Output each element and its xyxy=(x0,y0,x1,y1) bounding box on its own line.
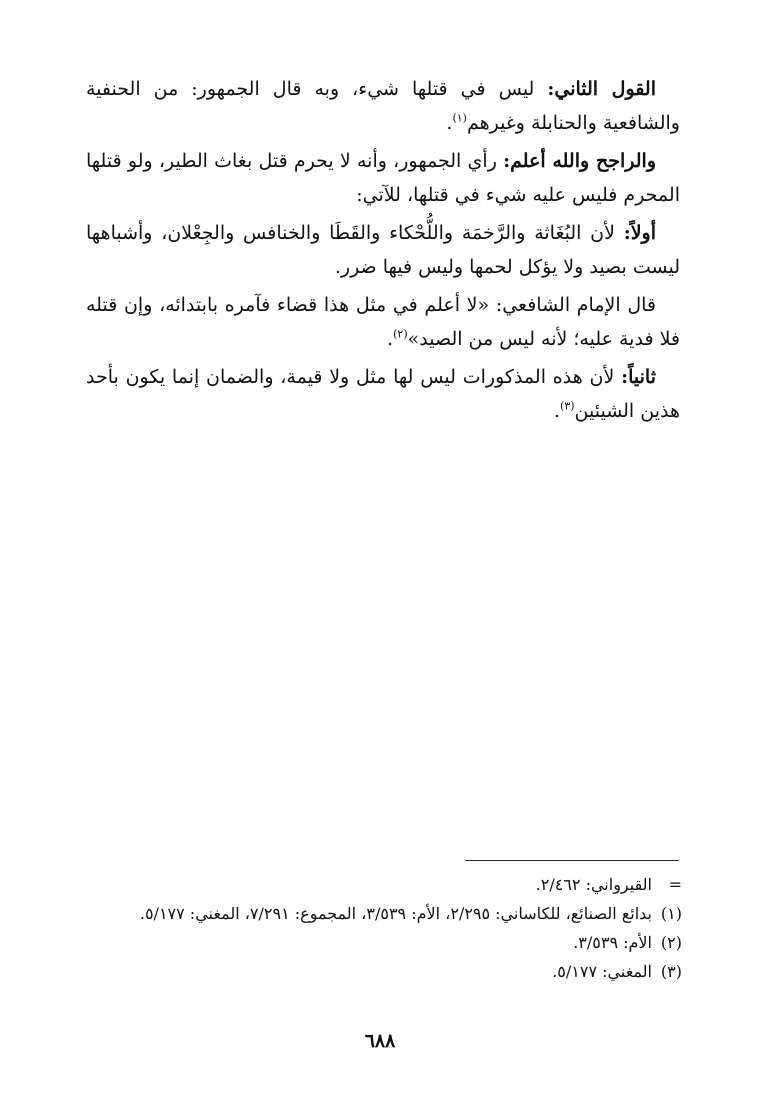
paragraph-lead: والراجح والله أعلم: xyxy=(503,150,656,172)
paragraph-shafii-quote xyxy=(86,288,680,356)
paragraph-lead: ثانياً: xyxy=(621,366,656,388)
footnote-mark: (٢) xyxy=(660,933,682,952)
paragraph-tail: . xyxy=(387,328,394,350)
paragraph-text: لأن البُغَاثة والرَّخمَة واللُّحْكاء والقَطَا والخنافس والجِعْلان، وأشباهها ليست بصيد ولا يؤكل لحمها وليس فيها ضرر. xyxy=(86,222,680,278)
footnote-divider xyxy=(465,860,679,861)
footnote-mark: (٣) xyxy=(660,962,682,981)
main-text xyxy=(86,72,680,432)
paragraph-lead: أولاً: xyxy=(623,222,656,244)
paragraph-text: ليس في قتلها شيء، وبه قال الجمهور: من الحنفية والشافعية والحنابلة وغيرهم xyxy=(86,78,680,134)
footnote-1 xyxy=(86,899,682,928)
paragraph-first-reason xyxy=(86,216,680,284)
paragraph-tail: . xyxy=(553,400,561,422)
page-number: ٦٨٨ xyxy=(364,1030,396,1052)
footnote-reference: (١) xyxy=(452,111,467,125)
paragraph-second-opinion xyxy=(86,72,680,140)
footnote-text: بدائع الصنائع، للكاساني: ٢/٢٩٥، الأم: ٣/٥٣٩، المجموع: ٧/٢٩١، المغني: ٥/١٧٧. xyxy=(139,904,652,923)
footnote-mark: = xyxy=(668,875,682,894)
footnote-text: القيرواني: ٢/٤٦٢. xyxy=(535,875,652,894)
paragraph-text: لأن هذه المذكورات ليس لها مثل ولا قيمة، والضمان إنما يكون بأحد هذين الشيئين xyxy=(86,366,680,422)
footnote-2 xyxy=(86,928,682,957)
paragraph-tail: . xyxy=(446,112,453,134)
paragraph-lead: القول الثاني: xyxy=(547,78,656,100)
paragraph-preferred-opinion xyxy=(86,144,680,212)
paragraph-text: رأي الجمهور، وأنه لا يحرم قتل بغاث الطير، ولو قتلها المحرم فليس عليه شيء في قتلها، للآتي: xyxy=(86,150,680,206)
footnote-mark: (١) xyxy=(660,904,682,923)
footnote-reference: (٣) xyxy=(560,399,575,413)
footnote-3 xyxy=(86,957,682,986)
footnote-text: المغني: ٥/١٧٧. xyxy=(552,962,652,981)
footnote-continuation xyxy=(86,870,682,899)
paragraph-text: قال الإمام الشافعي: «لا أعلم في مثل هذا قضاء فآمره بابتدائه، وإن قتله فلا فدية عليه؛ لأنه ليس من الصيد» xyxy=(86,294,680,350)
paragraph-second-reason xyxy=(86,360,680,428)
footnote-text: الأم: ٣/٥٣٩. xyxy=(573,933,652,952)
footnote-reference: (٢) xyxy=(393,327,408,341)
footnotes xyxy=(86,870,682,986)
